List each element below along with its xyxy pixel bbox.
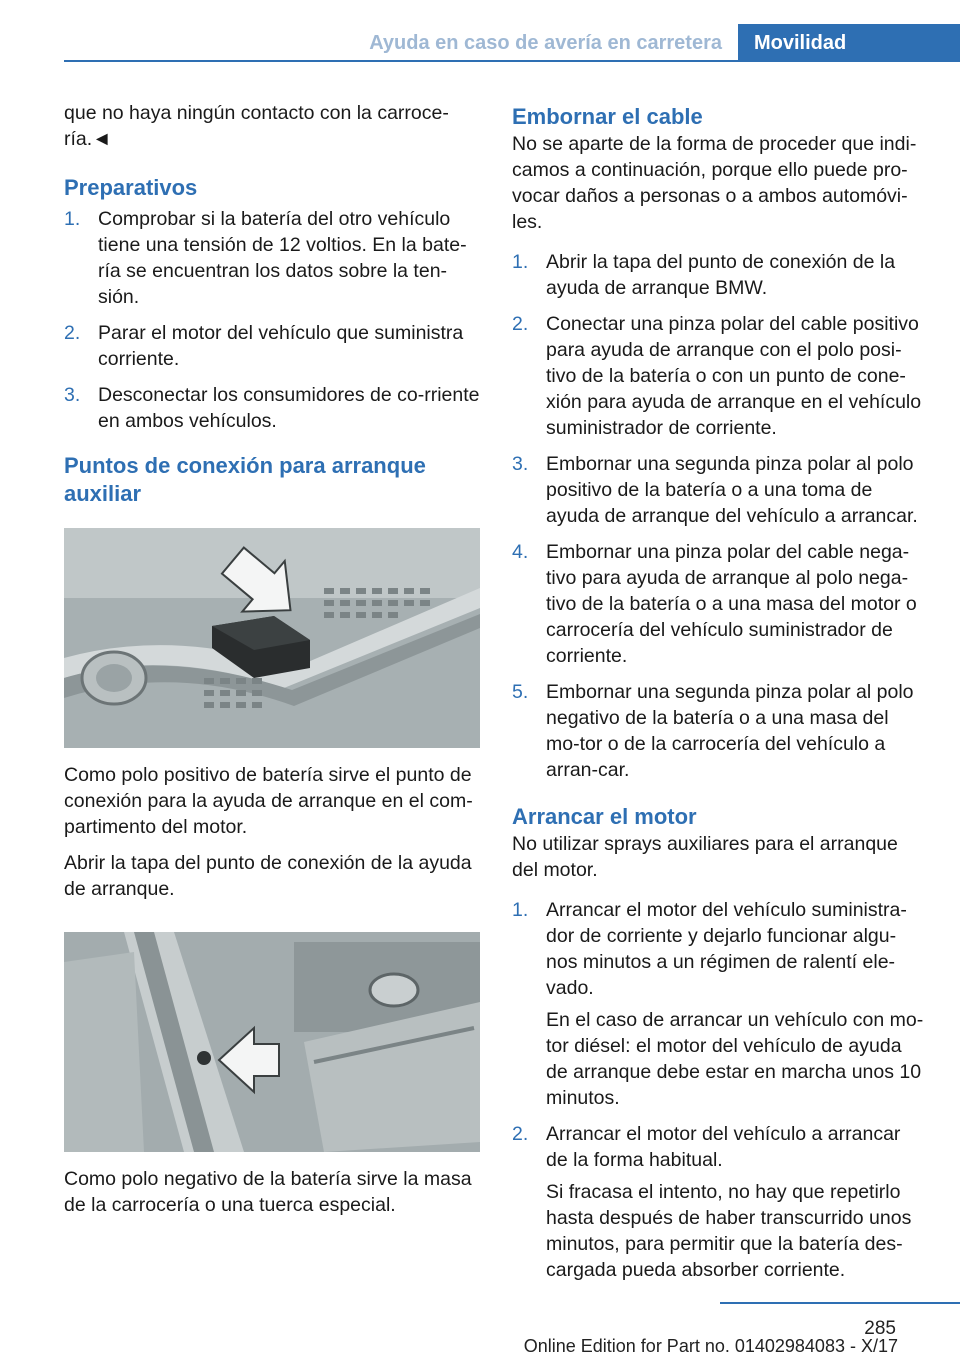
- list-item: 2. Conectar una pinza polar del cable positivo para ayuda de arranque con el polo posi-tivo de la batería o con un punto de cone-xión para ayuda de arranque en el vehículo suministrador de corriente.: [512, 313, 922, 439]
- list-item: 1. Comprobar si la batería del otro vehículo tiene una tensión de 12 voltios. En la bate-ría se encuentran los datos sobre la ten-sión.: [64, 208, 467, 308]
- embornar-list: [512, 249, 926, 783]
- list-item: 1. Abrir la tapa del punto de conexión de la ayuda de arranque BMW.: [512, 251, 896, 299]
- caption-negative-terminal: Como polo negativo de la batería sirve la masa de la carrocería o una tuerca especial.: [64, 1168, 472, 1216]
- list-item: 3. Embornar una segunda pinza polar al polo positivo de la batería o a una toma de ayuda de arranque del vehículo a arrancar.: [512, 453, 918, 527]
- list-item: 5. Embornar una segunda pinza polar al polo negativo de la batería o a una masa del mo-tor o de la carrocería del vehículo a arran-car.: [512, 681, 914, 781]
- arrancar-intro: No utilizar sprays auxiliares para el arranque del motor.: [512, 833, 898, 881]
- right-column: [512, 100, 926, 1293]
- intro-text: que no haya ningún contacto con la carroce-ría.◄: [64, 102, 449, 150]
- header-rule: [64, 60, 960, 62]
- list-item-note: En el caso de arrancar un vehículo con mo-tor diésel: el motor del vehículo de ayuda de arranque debe estar en marcha unos 10 minutos.: [546, 1009, 924, 1109]
- edition-note: Online Edition for Part no. 01402984083 - X/17: [523, 1336, 898, 1356]
- list-item: 1. Arrancar el motor del vehículo suministra-dor de corriente y dejarlo funcionar algu-nos minutos a un régimen de ralentí ele-vado. En el caso de arrancar un vehículo con mo-tor diésel: el motor del vehículo de ayuda de arranque debe estar en marcha unos 10 minutos.: [512, 897, 926, 1111]
- list-item: 2. Arrancar el motor del vehículo a arrancar de la forma habitual. Si fracasa el intento, no hay que repetirlo hasta después de haber transcurrido unos minutos, para permitir que la batería des-cargada pueda absorber corriente.: [512, 1121, 926, 1283]
- list-item: 4. Embornar una pinza polar del cable nega-tivo para ayuda de arranque al polo nega-tivo de la batería o a una masa del motor o carrocería del vehículo suministrador de corriente.: [512, 541, 917, 667]
- caption-open-cover: Abrir la tapa del punto de conexión de la ayuda de arranque.: [64, 852, 472, 900]
- arrancar-list: [512, 897, 926, 1283]
- left-column: [64, 100, 482, 1228]
- list-item: 2. Parar el motor del vehículo que suministra corriente.: [64, 322, 464, 370]
- engine-bay-image-positive-terminal: [64, 528, 480, 748]
- footer-rule: [720, 1302, 960, 1304]
- preparativos-list: [64, 206, 482, 434]
- caption-positive-terminal: Como polo positivo de batería sirve el punto de conexión para la ayuda de arranque en el com-partimento del motor.: [64, 764, 473, 838]
- puntos-heading: Puntos de conexión para arranque auxiliar: [64, 453, 426, 506]
- list-item-note: Si fracasa el intento, no hay que repetirlo hasta después de haber transcurrido unos minutos, para permitir que la batería des-cargada pueda absorber corriente.: [546, 1181, 912, 1281]
- header-section-title: Ayuda en caso de avería en carretera: [369, 32, 722, 54]
- engine-bay-image-ground-point: [64, 932, 480, 1152]
- embornar-intro: No se aparte de la forma de proceder que indi-camos a continuación, porque ello puede pro-vocar daños a personas o a ambos automóvi-les.: [512, 133, 917, 233]
- list-item: 3. Desconectar los consumidores de co-rriente en ambos vehículos.: [64, 384, 480, 432]
- page-number: 285: [864, 1318, 896, 1339]
- header-chapter-tab[interactable]: Movilidad: [738, 24, 960, 62]
- arrancar-heading: Arrancar el motor: [512, 804, 697, 829]
- preparativos-heading: Preparativos: [64, 175, 198, 200]
- embornar-heading: Embornar el cable: [512, 104, 703, 129]
